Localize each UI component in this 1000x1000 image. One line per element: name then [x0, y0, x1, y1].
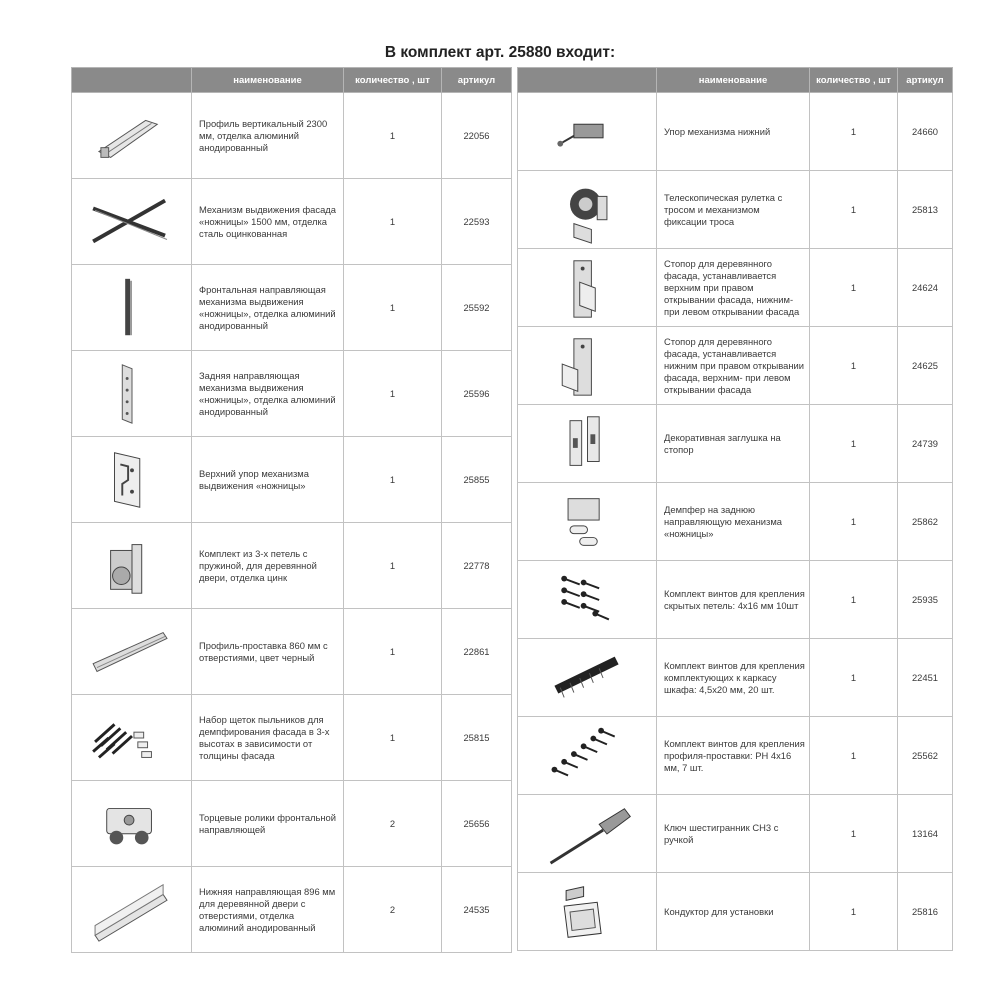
item-image	[518, 795, 657, 873]
item-article: 25935	[898, 561, 953, 639]
table-row	[518, 93, 953, 171]
item-quantity: 1	[810, 795, 898, 873]
item-name: Декоративная заглушка на стопор	[657, 405, 810, 483]
item-quantity: 1	[810, 483, 898, 561]
scissors-mechanism-icon	[77, 187, 187, 257]
header-article: артикул	[442, 68, 512, 93]
stopper-a-icon	[523, 253, 652, 323]
table-row	[518, 483, 953, 561]
table-row	[518, 561, 953, 639]
table-row	[72, 609, 512, 695]
item-name: Ключ шестигранник СН3 с ручкой	[657, 795, 810, 873]
item-image	[518, 93, 657, 171]
table-row	[72, 867, 512, 953]
item-article: 25855	[442, 437, 512, 523]
table-row	[518, 327, 953, 405]
screws-hinge-icon	[523, 565, 652, 635]
item-name: Торцевые ролики фронтальной направляющей	[192, 781, 344, 867]
item-quantity: 2	[344, 781, 442, 867]
table-row	[518, 639, 953, 717]
item-image	[72, 867, 192, 953]
end-rollers-icon	[77, 789, 187, 859]
screws-strip-icon	[523, 643, 652, 713]
table-row	[72, 781, 512, 867]
item-name: Верхний упор механизма выдвижения «ножницы»	[192, 437, 344, 523]
item-article: 25816	[898, 873, 953, 951]
item-image	[518, 327, 657, 405]
item-name: Набор щеток пыльников для демпфирования фасада в 3-х высотах в зависимости от толщины фасада	[192, 695, 344, 781]
item-name: Задняя направляющая механизма выдвижения «ножницы», отделка алюминий анодированный	[192, 351, 344, 437]
table-row	[518, 717, 953, 795]
front-guide-icon	[77, 273, 187, 343]
item-image	[518, 717, 657, 795]
item-quantity: 1	[344, 695, 442, 781]
item-image	[518, 639, 657, 717]
item-image	[518, 873, 657, 951]
hinge-set-icon	[77, 531, 187, 601]
item-image	[72, 523, 192, 609]
item-article: 25813	[898, 171, 953, 249]
table-row	[72, 523, 512, 609]
item-article: 24660	[898, 93, 953, 171]
top-stop-plate-icon	[77, 445, 187, 515]
item-quantity: 1	[344, 265, 442, 351]
tape-measure-icon	[523, 175, 652, 245]
table-row	[72, 695, 512, 781]
item-article: 22593	[442, 179, 512, 265]
item-article: 24535	[442, 867, 512, 953]
item-name: Кондуктор для установки	[657, 873, 810, 951]
header-image	[72, 68, 192, 93]
item-quantity: 1	[810, 249, 898, 327]
damper-icon	[523, 487, 652, 557]
item-quantity: 1	[810, 171, 898, 249]
item-image	[518, 405, 657, 483]
item-article: 22778	[442, 523, 512, 609]
item-quantity: 1	[810, 405, 898, 483]
item-quantity: 1	[810, 561, 898, 639]
table-row	[518, 171, 953, 249]
item-article: 24739	[898, 405, 953, 483]
item-image	[518, 171, 657, 249]
item-image	[518, 483, 657, 561]
cover-cap-icon	[523, 409, 652, 479]
rear-guide-icon	[77, 359, 187, 429]
item-quantity: 1	[344, 93, 442, 179]
item-article: 25656	[442, 781, 512, 867]
item-name: Упор механизма нижний	[657, 93, 810, 171]
header-qty: количество , шт	[810, 68, 898, 93]
item-article: 25592	[442, 265, 512, 351]
item-name: Демпфер на заднюю направляющую механизма «ножницы»	[657, 483, 810, 561]
item-article: 24624	[898, 249, 953, 327]
table-header-row	[518, 68, 953, 93]
item-quantity: 2	[344, 867, 442, 953]
header-image	[518, 68, 657, 93]
item-name: Стопор для деревянного фасада, устанавливается нижним при правом открывании фасада, верхним- при левом открывании фасада	[657, 327, 810, 405]
parts-table-right	[517, 67, 953, 951]
table-row	[72, 93, 512, 179]
item-image	[518, 249, 657, 327]
item-name: Комплект винтов для крепления скрытых петель: 4х16 мм 10шт	[657, 561, 810, 639]
header-name: наименование	[657, 68, 810, 93]
item-name: Комплект из 3-х петель с пружиной, для деревянной двери, отделка цинк	[192, 523, 344, 609]
item-article: 22451	[898, 639, 953, 717]
item-quantity: 1	[344, 179, 442, 265]
table-row	[518, 873, 953, 951]
table-row	[72, 265, 512, 351]
item-image	[72, 695, 192, 781]
item-article: 25815	[442, 695, 512, 781]
item-name: Профиль-проставка 860 мм с отверстиями, цвет черный	[192, 609, 344, 695]
item-name: Профиль вертикальный 2300 мм, отделка алюминий анодированный	[192, 93, 344, 179]
item-quantity: 1	[344, 609, 442, 695]
item-quantity: 1	[810, 873, 898, 951]
item-name: Фронтальная направляющая механизма выдвижения «ножницы», отделка алюминий анодированный	[192, 265, 344, 351]
parts-table-left	[71, 67, 512, 953]
table-row	[72, 351, 512, 437]
item-image	[72, 609, 192, 695]
brush-set-icon	[77, 703, 187, 773]
item-quantity: 1	[810, 639, 898, 717]
spacer-profile-icon	[77, 617, 187, 687]
header-article: артикул	[898, 68, 953, 93]
bottom-stop-icon	[523, 97, 652, 167]
item-name: Механизм выдвижения фасада «ножницы» 1500 мм, отделка сталь оцинкованная	[192, 179, 344, 265]
table-row	[72, 179, 512, 265]
jig-icon	[523, 877, 652, 947]
header-qty: количество , шт	[344, 68, 442, 93]
item-article: 22861	[442, 609, 512, 695]
item-image	[72, 265, 192, 351]
item-article: 25562	[898, 717, 953, 795]
table-row	[518, 795, 953, 873]
item-quantity: 1	[810, 717, 898, 795]
item-article: 24625	[898, 327, 953, 405]
header-name: наименование	[192, 68, 344, 93]
table-header-row	[72, 68, 512, 93]
item-name: Комплект винтов для крепления профиля-проставки: PH 4х16 мм, 7 шт.	[657, 717, 810, 795]
table-row	[72, 437, 512, 523]
table-row	[518, 405, 953, 483]
item-quantity: 1	[344, 437, 442, 523]
page-title: В комплект арт. 25880 входит:	[384, 44, 616, 61]
item-article: 25596	[442, 351, 512, 437]
item-name: Стопор для деревянного фасада, устанавливается верхним при правом открывании фасада, нижним- при левом открывании фасада	[657, 249, 810, 327]
screws-profile-icon	[523, 721, 652, 791]
item-image	[518, 561, 657, 639]
item-article: 22056	[442, 93, 512, 179]
item-name: Нижняя направляющая 896 мм для деревянной двери с отверстиями, отделка алюминий анодированный	[192, 867, 344, 953]
item-quantity: 1	[810, 93, 898, 171]
item-article: 25862	[898, 483, 953, 561]
item-name: Комплект винтов для крепления комплектующих к каркасу шкафа: 4,5х20 мм, 20 шт.	[657, 639, 810, 717]
stopper-b-icon	[523, 331, 652, 401]
item-image	[72, 437, 192, 523]
item-quantity: 1	[344, 523, 442, 609]
item-image	[72, 351, 192, 437]
table-row	[518, 249, 953, 327]
bottom-guide-icon	[77, 875, 187, 945]
item-quantity: 1	[810, 327, 898, 405]
vertical-profile-icon	[77, 101, 187, 171]
item-name: Телескопическая рулетка с тросом и механизмом фиксации троса	[657, 171, 810, 249]
item-image	[72, 179, 192, 265]
item-image	[72, 781, 192, 867]
item-image	[72, 93, 192, 179]
hex-key-icon	[523, 799, 652, 869]
item-quantity: 1	[344, 351, 442, 437]
item-article: 13164	[898, 795, 953, 873]
